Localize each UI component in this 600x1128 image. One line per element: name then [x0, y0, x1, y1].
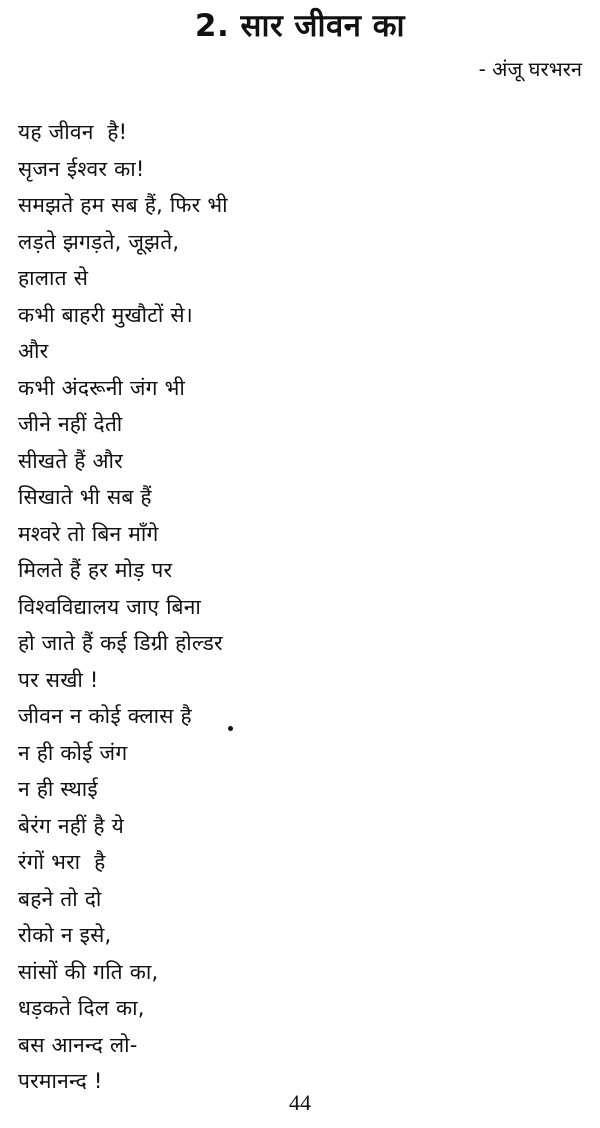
poem-line: कभी बाहरी मुखौटों से।: [18, 302, 193, 327]
poem-line: पर सखी !: [18, 667, 99, 692]
poem-line: सृजन ईश्वर का!: [18, 156, 145, 181]
poem-line: हालात से: [18, 266, 89, 290]
poem-line: विश्वविद्यालय जाए बिना: [18, 594, 202, 619]
poem-line: न ही स्थाई: [18, 777, 98, 801]
poem-line: धड़कते दिल का,: [18, 996, 145, 1020]
poem-line: कभी अंदरूनी जंग भी: [18, 375, 185, 400]
poem-line: जीवन न कोई क्लास है: [18, 704, 192, 728]
poem-line: और: [18, 339, 49, 363]
ink-dot: [228, 726, 233, 731]
poem-line: हो जाते हैं कई डिग्री होल्डर: [18, 631, 223, 655]
poem-line: लड़ते झगड़ते, जूझते,: [18, 229, 180, 254]
poem-body: [18, 114, 578, 1100]
poem-line: सीखते हैं और: [18, 448, 123, 473]
poem-line: सिखाते भी सब हैं: [18, 485, 152, 509]
poem-line: रोको न इसे,: [18, 923, 112, 947]
poem-line: न ही कोई जंग: [18, 740, 128, 765]
poem-line: यह जीवन है!: [18, 120, 128, 144]
poem-line: मश्वरे तो बिन माँगे: [18, 521, 159, 546]
poem-line: बस आनन्द लो-: [18, 1032, 138, 1057]
poem-line: जीने नहीं देती: [18, 412, 123, 436]
poem-line: बहने तो दो: [18, 886, 102, 911]
poem-line: सांसों की गति का,: [18, 959, 159, 984]
poem-line: रंगों भरा है: [18, 850, 106, 874]
poem-line: समझते हम सब हैं, फिर भी: [18, 193, 228, 217]
poem-line: मिलते हैं हर मोड़ पर: [18, 558, 173, 582]
poem-line: बेरंग नहीं है ये: [18, 813, 125, 838]
page-number: 44: [289, 1090, 311, 1115]
poem-line: परमानन्द !: [18, 1069, 103, 1093]
poem-title: 2. सार जीवन का: [194, 8, 406, 44]
poem-author: - अंजू घरभरन: [478, 57, 582, 81]
